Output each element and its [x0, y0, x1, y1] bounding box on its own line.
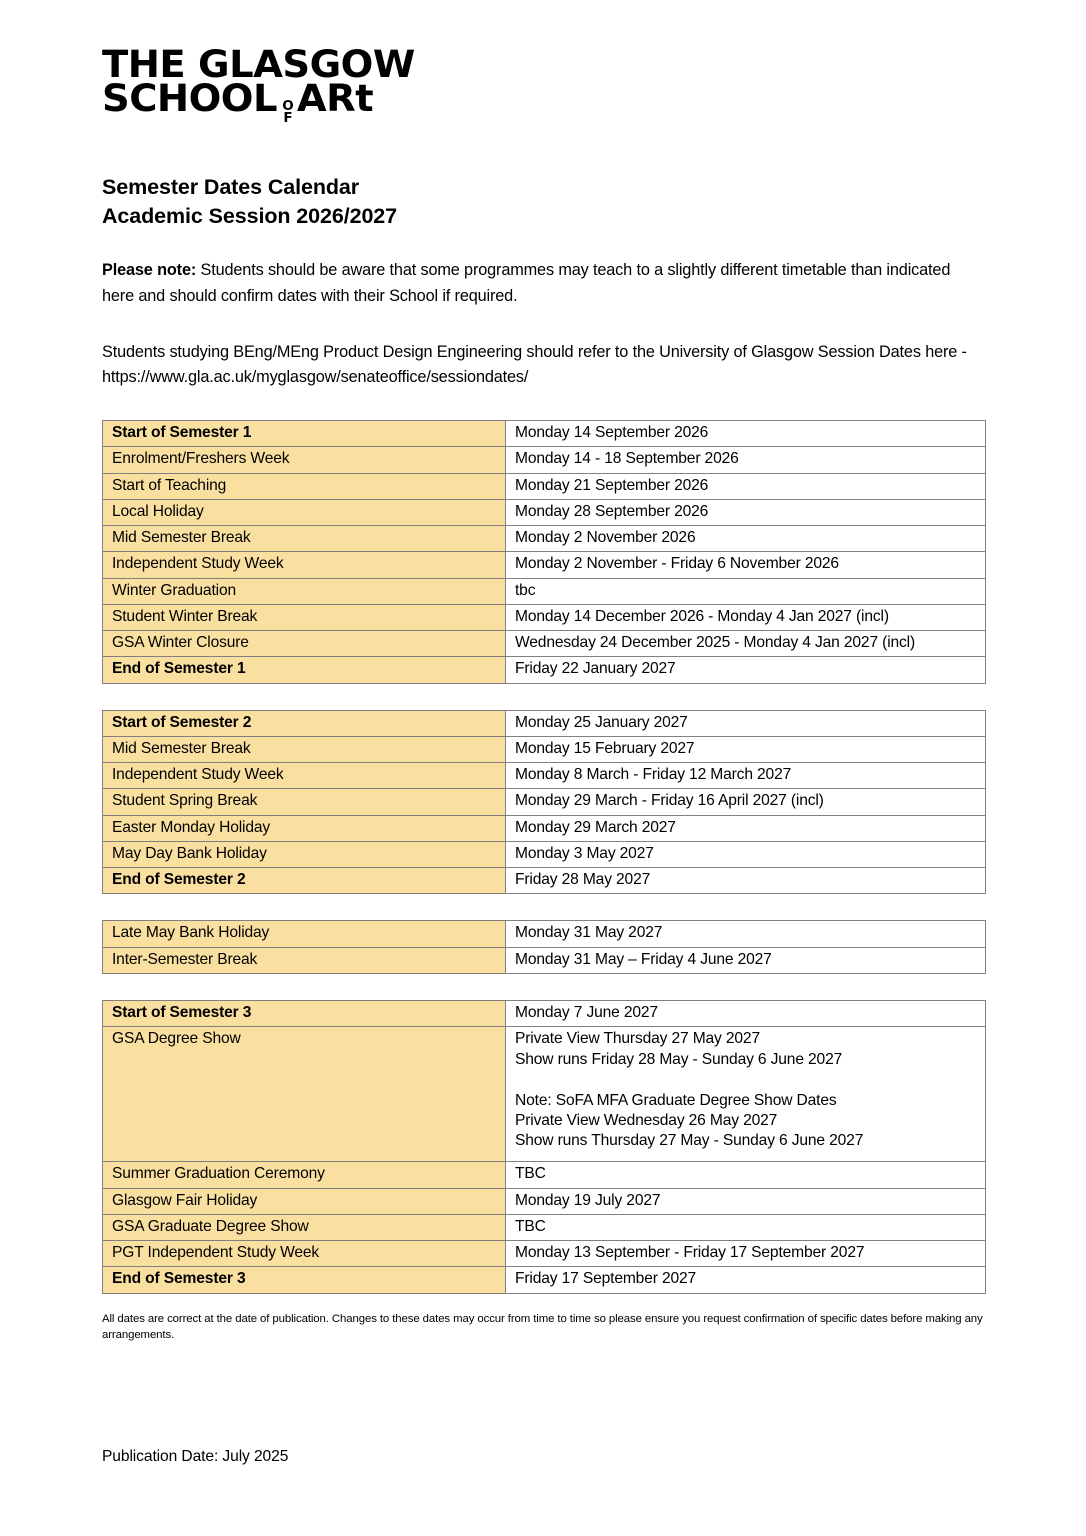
row-label: Winter Graduation: [103, 578, 506, 604]
semester-2-table-body: [103, 710, 986, 894]
row-label: May Day Bank Holiday: [103, 841, 506, 867]
row-value-line: Monday 13 September - Friday 17 September 2027: [515, 1244, 865, 1262]
row-value-line: tbc: [515, 581, 536, 599]
row-value: [506, 447, 986, 473]
please-note-paragraph: [102, 258, 984, 309]
row-value-line: Monday 25 January 2027: [515, 713, 688, 731]
table-row: [103, 947, 986, 973]
table-row: [103, 578, 986, 604]
row-value: [506, 1214, 986, 1240]
row-value-line: Note: SoFA MFA Graduate Degree Show Dates: [515, 1091, 837, 1109]
semester-3-table-body: [103, 1001, 986, 1294]
row-value: [506, 947, 986, 973]
row-label: Mid Semester Break: [103, 526, 506, 552]
inter-semester-table: [102, 920, 986, 974]
semester-1-table-body: [103, 420, 986, 683]
row-label: Start of Semester 2: [103, 710, 506, 736]
row-value-line: Friday 17 September 2027: [515, 1270, 697, 1288]
please-note-label: Please note:: [102, 261, 197, 280]
inter-semester-table-body: [103, 921, 986, 974]
table-row: [103, 1188, 986, 1214]
row-label: Student Winter Break: [103, 604, 506, 630]
table-row: [103, 710, 986, 736]
gsa-logo: [102, 0, 984, 127]
semester-2-table: [102, 710, 986, 895]
table-row: [103, 526, 986, 552]
row-value: [506, 868, 986, 894]
row-value: [506, 1027, 986, 1162]
please-note-text: Students should be aware that some programmes may teach to a slightly different timetable than indicated here and should confirm dates with their School if required.: [102, 261, 951, 305]
row-value: [506, 789, 986, 815]
row-value-line: Private View Wednesday 26 May 2027: [515, 1112, 778, 1130]
table-row: [103, 420, 986, 446]
row-value: [506, 473, 986, 499]
pde-referral-paragraph: Students studying BEng/MEng Product Design Engineering should refer to the University of Glasgow Session Dates here - https://www.gla.ac.uk/myglasgow/senateoffice/sessiondates/: [102, 342, 967, 387]
row-value: [506, 736, 986, 762]
row-value-line: Monday 19 July 2027: [515, 1191, 661, 1209]
row-label: Start of Teaching: [103, 473, 506, 499]
table-row: [103, 552, 986, 578]
row-value-line: Monday 14 - 18 September 2026: [515, 450, 739, 468]
table-row: [103, 1267, 986, 1293]
row-label: Inter-Semester Break: [103, 947, 506, 973]
row-value: [506, 499, 986, 525]
logo-school-text: SCHOOL: [102, 77, 277, 121]
table-row: [103, 789, 986, 815]
row-value-line: Monday 3 May 2027: [515, 844, 654, 862]
disclaimer-footnote: All dates are correct at the date of publication. Changes to these dates may occur from time to time so please ensure you request confirmation of specific dates before making any arrangements.: [102, 1312, 983, 1342]
row-label: Independent Study Week: [103, 763, 506, 789]
row-value-line: Monday 29 March 2027: [515, 818, 676, 836]
row-label: End of Semester 2: [103, 868, 506, 894]
table-row: [103, 473, 986, 499]
row-value: [506, 631, 986, 657]
semester-1-table: [102, 420, 986, 684]
row-value: [506, 604, 986, 630]
row-value: [506, 526, 986, 552]
row-value-line: Monday 31 May 2027: [515, 924, 663, 942]
row-label: Enrolment/Freshers Week: [103, 447, 506, 473]
row-value: [506, 1162, 986, 1188]
row-label: Glasgow Fair Holiday: [103, 1188, 506, 1214]
table-row: [103, 631, 986, 657]
page-title: [102, 173, 984, 232]
table-row: [103, 447, 986, 473]
table-row: [103, 815, 986, 841]
row-value-line: Friday 28 May 2027: [515, 871, 651, 889]
publication-date: Publication Date: July 2025: [102, 1448, 289, 1465]
row-value: [506, 1267, 986, 1293]
row-value: [506, 710, 986, 736]
row-label: GSA Degree Show: [103, 1027, 506, 1162]
row-label: Start of Semester 3: [103, 1001, 506, 1027]
table-row: [103, 1214, 986, 1240]
row-value-line: Friday 22 January 2027: [515, 660, 676, 678]
logo-of-top: O: [282, 99, 294, 115]
table-row: [103, 657, 986, 683]
row-value-line: Wednesday 24 December 2025 - Monday 4 Jan 2027 (incl): [515, 634, 916, 652]
table-row: [103, 1001, 986, 1027]
row-value-line: Private View Thursday 27 May 2027: [515, 1030, 760, 1048]
row-value-line: Monday 8 March - Friday 12 March 2027: [515, 766, 792, 784]
row-value: [506, 1188, 986, 1214]
table-row: [103, 499, 986, 525]
row-value-line: Monday 28 September 2026: [515, 502, 709, 520]
table-row: [103, 604, 986, 630]
table-row: [103, 763, 986, 789]
row-value-line: Monday 7 June 2027: [515, 1004, 658, 1022]
table-row: [103, 1241, 986, 1267]
row-value-line: [515, 1070, 977, 1091]
row-label: Student Spring Break: [103, 789, 506, 815]
row-label: Mid Semester Break: [103, 736, 506, 762]
row-value: [506, 552, 986, 578]
row-value: [506, 657, 986, 683]
page-title-line-2: Academic Session 2026/2027: [102, 204, 398, 229]
row-label: GSA Graduate Degree Show: [103, 1214, 506, 1240]
row-value-line: Show runs Thursday 27 May - Sunday 6 June 2027: [515, 1132, 864, 1150]
row-label: Late May Bank Holiday: [103, 921, 506, 947]
row-value-line: Monday 2 November - Friday 6 November 2026: [515, 555, 839, 573]
row-label: End of Semester 1: [103, 657, 506, 683]
row-label: Local Holiday: [103, 499, 506, 525]
row-value: [506, 921, 986, 947]
table-row: [103, 921, 986, 947]
logo-line-2: [102, 77, 1019, 127]
row-value-line: Monday 29 March - Friday 16 April 2027 (incl): [515, 792, 824, 810]
row-value: [506, 763, 986, 789]
semester-3-table: [102, 1000, 986, 1294]
row-value-line: Monday 15 February 2027: [515, 739, 695, 757]
row-value-line: TBC: [515, 1217, 546, 1235]
row-value: [506, 1241, 986, 1267]
row-value-line: Monday 31 May – Friday 4 June 2027: [515, 950, 772, 968]
table-row: [103, 736, 986, 762]
row-label: Independent Study Week: [103, 552, 506, 578]
row-label: Summer Graduation Ceremony: [103, 1162, 506, 1188]
row-value-line: Monday 2 November 2026: [515, 529, 696, 547]
row-label: PGT Independent Study Week: [103, 1241, 506, 1267]
logo-line-1: THE GLASGOW: [102, 43, 415, 86]
row-value: [506, 1001, 986, 1027]
row-value: [506, 841, 986, 867]
logo-of-bottom: F: [283, 111, 293, 127]
row-label: End of Semester 3: [103, 1267, 506, 1293]
page-title-line-1: Semester Dates Calendar: [102, 174, 360, 199]
row-value-line: Show runs Friday 28 May - Sunday 6 June 2027: [515, 1050, 843, 1068]
table-row: [103, 868, 986, 894]
row-value-line: Monday 21 September 2026: [515, 476, 709, 494]
row-value: [506, 578, 986, 604]
row-value-line: Monday 14 December 2026 - Monday 4 Jan 2027 (incl): [515, 607, 889, 625]
row-label: GSA Winter Closure: [103, 631, 506, 657]
table-row: [103, 1027, 986, 1162]
row-value: [506, 815, 986, 841]
table-row: [103, 1162, 986, 1188]
row-value-line: Monday 14 September 2026: [515, 423, 709, 441]
logo-art-text: ARt: [296, 77, 374, 121]
row-label: Easter Monday Holiday: [103, 815, 506, 841]
row-value: [506, 420, 986, 446]
row-value-line: TBC: [515, 1165, 546, 1183]
row-label: Start of Semester 1: [103, 420, 506, 446]
table-row: [103, 841, 986, 867]
logo-of-stacked: [282, 101, 294, 126]
